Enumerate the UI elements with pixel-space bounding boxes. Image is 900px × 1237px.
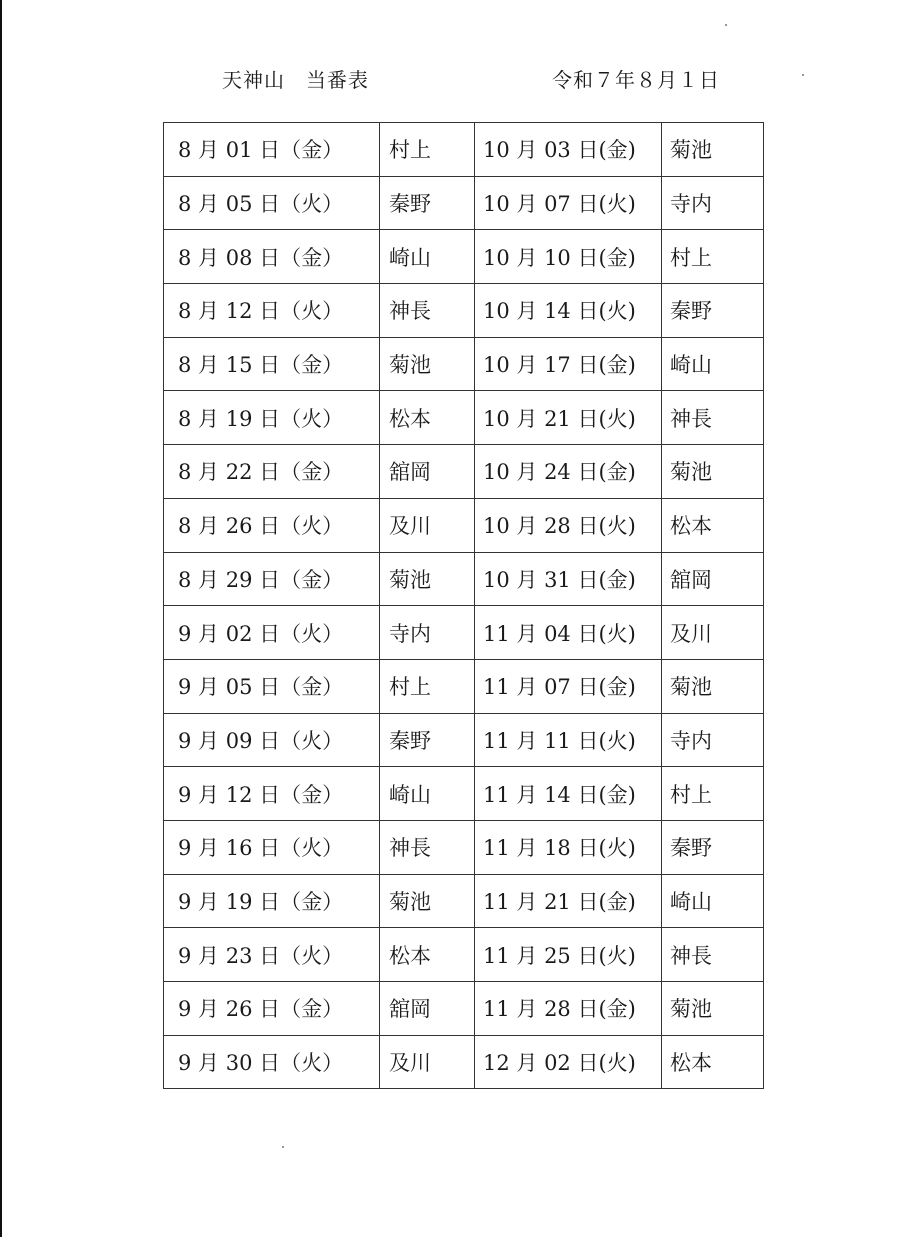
duty-date-cell: 10 月 21 日(火) bbox=[475, 391, 662, 445]
duty-name-cell: 菊池 bbox=[662, 982, 764, 1036]
duty-date-cell: 8 月 08 日（金） bbox=[164, 230, 380, 284]
table-row bbox=[164, 284, 764, 338]
duty-date-cell: 8 月 29 日（金） bbox=[164, 552, 380, 606]
duty-date-cell: 10 月 14 日(火) bbox=[475, 284, 662, 338]
duty-date-cell: 10 月 17 日(金) bbox=[475, 337, 662, 391]
duty-date-cell: 9 月 26 日（金） bbox=[164, 982, 380, 1036]
duty-date-cell: 9 月 16 日（火） bbox=[164, 820, 380, 874]
duty-date-cell: 11 月 07 日(金) bbox=[475, 659, 662, 713]
duty-date-cell: 10 月 03 日(金) bbox=[475, 123, 662, 177]
duty-date-cell: 11 月 28 日(金) bbox=[475, 982, 662, 1036]
duty-date-cell: 10 月 24 日(金) bbox=[475, 445, 662, 499]
duty-date-cell: 11 月 11 日(火) bbox=[475, 713, 662, 767]
duty-name-cell: 寺内 bbox=[380, 606, 475, 660]
duty-name-cell: 崎山 bbox=[662, 337, 764, 391]
duty-date-cell: 8 月 12 日（火） bbox=[164, 284, 380, 338]
duty-name-cell: 松本 bbox=[662, 1035, 764, 1089]
table-row bbox=[164, 176, 764, 230]
duty-name-cell: 菊池 bbox=[380, 552, 475, 606]
table-row bbox=[164, 391, 764, 445]
duty-name-cell: 神長 bbox=[380, 284, 475, 338]
duty-name-cell: 村上 bbox=[380, 659, 475, 713]
roster-body bbox=[164, 123, 764, 1089]
duty-name-cell: 松本 bbox=[662, 498, 764, 552]
table-row bbox=[164, 552, 764, 606]
table-row bbox=[164, 606, 764, 660]
table-row bbox=[164, 659, 764, 713]
table-row bbox=[164, 230, 764, 284]
duty-date-cell: 9 月 05 日（金） bbox=[164, 659, 380, 713]
scan-speck bbox=[282, 1146, 284, 1148]
table-row bbox=[164, 123, 764, 177]
duty-date-cell: 8 月 15 日（金） bbox=[164, 337, 380, 391]
duty-name-cell: 神長 bbox=[380, 820, 475, 874]
duty-date-cell: 9 月 30 日（火） bbox=[164, 1035, 380, 1089]
duty-date-cell: 11 月 04 日(火) bbox=[475, 606, 662, 660]
scan-speck bbox=[802, 74, 804, 76]
duty-name-cell: 寺内 bbox=[662, 713, 764, 767]
table-row bbox=[164, 1035, 764, 1089]
duty-date-cell: 11 月 18 日(火) bbox=[475, 820, 662, 874]
duty-name-cell: 崎山 bbox=[380, 767, 475, 821]
duty-date-cell: 11 月 21 日(金) bbox=[475, 874, 662, 928]
duty-date-cell: 12 月 02 日(火) bbox=[475, 1035, 662, 1089]
duty-name-cell: 菊池 bbox=[380, 337, 475, 391]
duty-name-cell: 舘岡 bbox=[380, 982, 475, 1036]
duty-date-cell: 11 月 25 日(火) bbox=[475, 928, 662, 982]
table-row bbox=[164, 445, 764, 499]
duty-name-cell: 舘岡 bbox=[380, 445, 475, 499]
duty-name-cell: 菊池 bbox=[662, 659, 764, 713]
table-row bbox=[164, 928, 764, 982]
duty-date-cell: 9 月 23 日（火） bbox=[164, 928, 380, 982]
duty-date-cell: 8 月 22 日（金） bbox=[164, 445, 380, 499]
table-row bbox=[164, 713, 764, 767]
duty-name-cell: 崎山 bbox=[662, 874, 764, 928]
duty-name-cell: 秦野 bbox=[380, 713, 475, 767]
duty-date-cell: 10 月 31 日(金) bbox=[475, 552, 662, 606]
duty-name-cell: 舘岡 bbox=[662, 552, 764, 606]
duty-date-cell: 8 月 05 日（火） bbox=[164, 176, 380, 230]
duty-date-cell: 11 月 14 日(金) bbox=[475, 767, 662, 821]
table-row bbox=[164, 498, 764, 552]
duty-name-cell: 及川 bbox=[380, 498, 475, 552]
table-row bbox=[164, 874, 764, 928]
duty-date-cell: 8 月 01 日（金） bbox=[164, 123, 380, 177]
duty-name-cell: 及川 bbox=[380, 1035, 475, 1089]
duty-name-cell: 崎山 bbox=[380, 230, 475, 284]
duty-name-cell: 秦野 bbox=[662, 284, 764, 338]
duty-name-cell: 菊池 bbox=[662, 123, 764, 177]
table-row bbox=[164, 767, 764, 821]
duty-date-cell: 10 月 28 日(火) bbox=[475, 498, 662, 552]
duty-name-cell: 菊池 bbox=[380, 874, 475, 928]
duty-date-cell: 9 月 09 日（火） bbox=[164, 713, 380, 767]
duty-roster-table bbox=[163, 122, 764, 1089]
duty-name-cell: 村上 bbox=[662, 767, 764, 821]
table-row bbox=[164, 820, 764, 874]
duty-date-cell: 10 月 07 日(火) bbox=[475, 176, 662, 230]
duty-date-cell: 8 月 19 日（火） bbox=[164, 391, 380, 445]
duty-date-cell: 9 月 19 日（金） bbox=[164, 874, 380, 928]
duty-name-cell: 村上 bbox=[380, 123, 475, 177]
duty-date-cell: 9 月 02 日（火） bbox=[164, 606, 380, 660]
duty-name-cell: 村上 bbox=[662, 230, 764, 284]
duty-name-cell: 松本 bbox=[380, 928, 475, 982]
duty-date-cell: 9 月 12 日（金） bbox=[164, 767, 380, 821]
duty-name-cell: 秦野 bbox=[662, 820, 764, 874]
duty-name-cell: 松本 bbox=[380, 391, 475, 445]
scan-speck bbox=[725, 24, 727, 26]
duty-date-cell: 8 月 26 日（火） bbox=[164, 498, 380, 552]
table-row bbox=[164, 982, 764, 1036]
table-row bbox=[164, 337, 764, 391]
duty-name-cell: 及川 bbox=[662, 606, 764, 660]
duty-name-cell: 菊池 bbox=[662, 445, 764, 499]
duty-name-cell: 寺内 bbox=[662, 176, 764, 230]
issue-date: 令和７年８月１日 bbox=[552, 68, 720, 92]
duty-name-cell: 神長 bbox=[662, 391, 764, 445]
duty-date-cell: 10 月 10 日(金) bbox=[475, 230, 662, 284]
duty-name-cell: 秦野 bbox=[380, 176, 475, 230]
duty-name-cell: 神長 bbox=[662, 928, 764, 982]
scan-edge bbox=[0, 0, 2, 1237]
page-title: 天神山 当番表 bbox=[222, 68, 369, 92]
